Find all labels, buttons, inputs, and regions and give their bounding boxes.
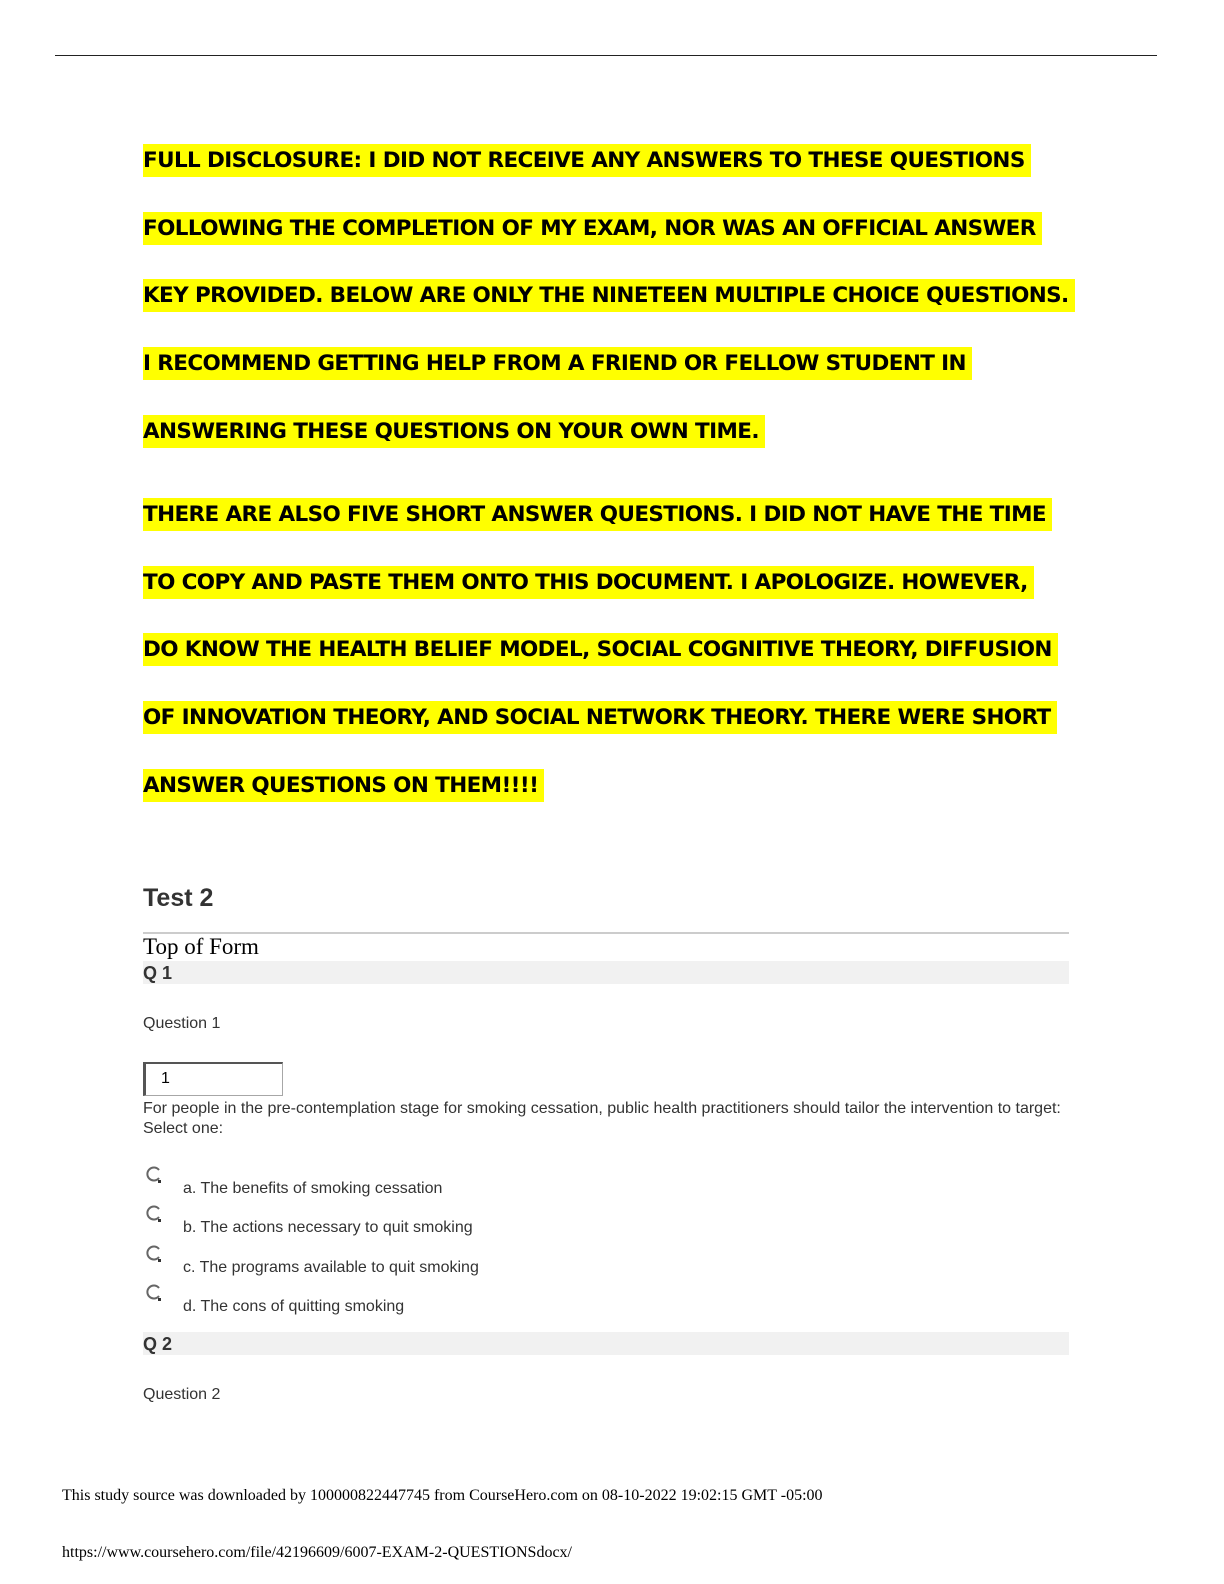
question-number-label: Question 2 <box>143 1386 221 1403</box>
disclosure-line: THERE ARE ALSO FIVE SHORT ANSWER QUESTIONS. I DID NOT HAVE THE TIME <box>143 497 1052 533</box>
question-number-field[interactable]: 1 <box>143 1062 283 1096</box>
download-note: This study source was downloaded by 100000822447745 from CourseHero.com on 08-10-2022 19:02:15 GMT -05:00 <box>62 1487 823 1504</box>
radio-icon[interactable] <box>145 1244 163 1262</box>
question-prompt: For people in the pre-contemplation stage for smoking cessation, public health practitioners should tailor the intervention to target: <box>143 1100 1061 1117</box>
radio-icon[interactable] <box>145 1165 163 1183</box>
title-divider <box>143 932 1069 934</box>
option-label: c. The programs available to quit smoking <box>183 1259 479 1276</box>
option-label: b. The actions necessary to quit smoking <box>183 1219 473 1236</box>
answer-option-b[interactable] <box>143 1204 743 1244</box>
answer-option-d[interactable] <box>143 1283 743 1323</box>
radio-icon[interactable] <box>145 1204 163 1222</box>
disclosure-line: FOLLOWING THE COMPLETION OF MY EXAM, NOR WAS AN OFFICIAL ANSWER <box>143 211 1042 247</box>
radio-icon[interactable] <box>145 1283 163 1301</box>
disclosure-line: FULL DISCLOSURE: I DID NOT RECEIVE ANY ANSWERS TO THESE QUESTIONS <box>143 143 1031 179</box>
disclosure-line: ANSWER QUESTIONS ON THEM!!!! <box>143 768 544 804</box>
top-rule <box>55 55 1157 56</box>
option-label: d. The cons of quitting smoking <box>183 1298 405 1315</box>
top-of-form-label: Top of Form <box>143 934 259 959</box>
question-text <box>143 1099 1069 1139</box>
disclosure-line: I RECOMMEND GETTING HELP FROM A FRIEND OR FELLOW STUDENT IN <box>143 346 972 382</box>
question-number-label: Question 1 <box>143 1015 221 1032</box>
source-url[interactable]: https://www.coursehero.com/file/42196609/6007-EXAM-2-QUESTIONSdocx/ <box>62 1544 572 1561</box>
answer-option-a[interactable] <box>143 1165 743 1205</box>
select-one-label: Select one: <box>143 1120 224 1137</box>
option-label: a. The benefits of smoking cessation <box>183 1180 443 1197</box>
answer-option-c[interactable] <box>143 1244 743 1284</box>
disclosure-line: OF INNOVATION THEORY, AND SOCIAL NETWORK THEORY. THERE WERE SHORT <box>143 700 1057 736</box>
question-header: Q 2 <box>143 1332 1069 1355</box>
disclosure-line: DO KNOW THE HEALTH BELIEF MODEL, SOCIAL COGNITIVE THEORY, DIFFUSION <box>143 632 1058 668</box>
disclosure-line: TO COPY AND PASTE THEM ONTO THIS DOCUMENT. I APOLOGIZE. HOWEVER, <box>143 565 1034 601</box>
disclosure-line: KEY PROVIDED. BELOW ARE ONLY THE NINETEEN MULTIPLE CHOICE QUESTIONS. <box>143 278 1075 314</box>
disclosure-line: ANSWERING THESE QUESTIONS ON YOUR OWN TIME. <box>143 414 765 450</box>
question-header: Q 1 <box>143 961 1069 984</box>
test-title: Test 2 <box>143 884 214 912</box>
